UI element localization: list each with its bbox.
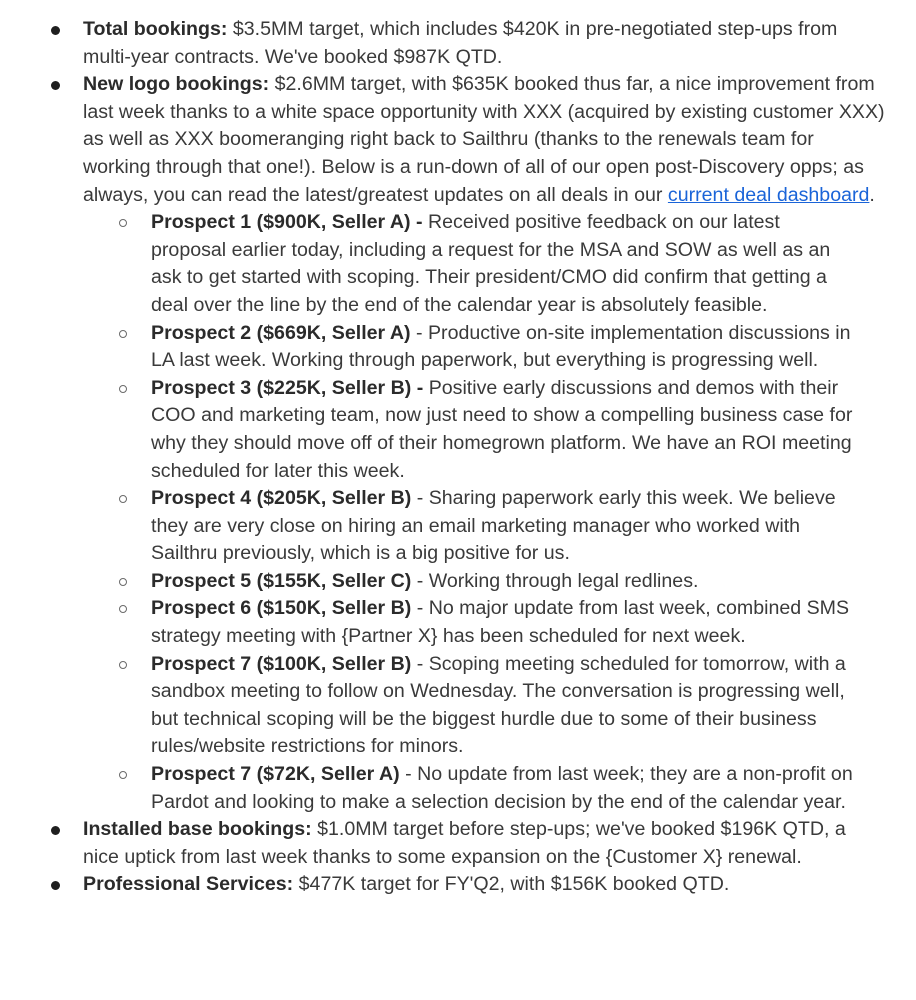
item-heading: Professional Services: (83, 873, 294, 896)
prospect-heading: Prospect 4 ($205K, Seller B) (151, 487, 412, 510)
item-heading: New logo bookings: (83, 73, 270, 96)
prospect-heading: Prospect 5 ($155K, Seller C) (151, 569, 412, 592)
hollow-bullet-icon (119, 661, 127, 669)
hollow-bullet-icon (119, 219, 127, 227)
hollow-bullet-icon (119, 495, 127, 503)
list-item-professional-services (0, 871, 916, 899)
prospect-item (0, 375, 886, 485)
prospect-text: - No update from last week; they are a non-profit on Pardot and looking to make a selection decision by the end of the calendar year. (151, 763, 853, 813)
prospect-heading: Prospect 7 ($100K, Seller B) (151, 652, 412, 675)
hollow-bullet-icon (119, 385, 127, 393)
bottom-crop-edge (0, 976, 916, 1000)
item-text: $3.5MM target, which includes $420K in pre-negotiated step-ups from multi-year contracts. We've booked $987K QTD. (83, 18, 838, 68)
prospect-heading: Prospect 3 ($225K, Seller B) - (151, 376, 424, 399)
item-heading: Installed base bookings: (83, 818, 312, 841)
prospect-text: - Scoping meeting scheduled for tomorrow, with a sandbox meeting to follow on Wednesday. The conversation is progressing well, but technical scoping will be the biggest hurdle due to some of their business rules/website restrictions for minors. (151, 652, 846, 758)
list-item-total-bookings (0, 16, 916, 71)
prospect-item (0, 568, 886, 596)
prospect-heading: Prospect 7 ($72K, Seller A) (151, 763, 400, 786)
item-heading: Total bookings: (83, 18, 228, 40)
item-text: $1.0MM target before step-ups; we've booked $196K QTD, a nice uptick from last week thanks to some expansion on the {Customer X} renewal. (83, 818, 846, 868)
bookings-list (0, 16, 916, 899)
prospects-list (0, 209, 886, 816)
prospect-item (0, 651, 886, 761)
prospect-text: - Productive on-site implementation discussions in LA last week. Working through paperwork, but everything is progressing well. (151, 321, 851, 372)
prospect-heading: Prospect 2 ($669K, Seller A) (151, 321, 411, 344)
filled-bullet-icon (51, 881, 60, 890)
prospect-item (0, 209, 886, 319)
list-item-new-logo-bookings (0, 71, 916, 816)
list-item-installed-base-bookings (0, 816, 916, 871)
item-text-end: . (869, 183, 875, 206)
prospect-text: - Sharing paperwork early this week. We believe they are very close on hiring an email marketing manager who worked with Sailthru previously, which is a big positive for us. (151, 487, 836, 565)
prospect-text: - Working through legal redlines. (411, 569, 699, 592)
item-text: $2.6MM target, with $635K booked thus far, a nice improvement from last week thanks to a white space opportunity with XXX (acquired by existing customer XXX) as well as XXX boomeranging right back to Sailthru (thanks to the renewals team for working through that one!). Below is a run-down of all of our open post-Discovery opps; as always, you can read the latest/greatest updates on all deals in our (83, 73, 885, 206)
prospect-text: Positive early discussions and demos with their COO and marketing team, now just need to show a compelling business case for why they should move off of their homegrown platform. We have an ROI meeting scheduled for later this week. (151, 376, 853, 482)
prospect-text: Received positive feedback on our latest proposal earlier today, including a request for the MSA and SOW as well as an ask to get started with scoping. Their president/CMO did confirm that getting a deal over the line by the end of the calendar year is absolutely feasible. (151, 211, 831, 316)
hollow-bullet-icon (119, 605, 127, 613)
prospect-heading: Prospect 6 ($150K, Seller B) (151, 597, 412, 620)
filled-bullet-icon (51, 81, 60, 90)
filled-bullet-icon (51, 826, 60, 835)
hollow-bullet-icon (119, 771, 127, 779)
hollow-bullet-icon (119, 330, 127, 338)
prospect-item (0, 595, 886, 650)
prospect-item (0, 485, 886, 568)
item-text: $477K target for FY'Q2, with $156K booked QTD. (293, 873, 730, 896)
filled-bullet-icon (51, 26, 60, 35)
deal-dashboard-link[interactable]: current deal dashboard (667, 183, 870, 206)
prospect-heading: Prospect 1 ($900K, Seller A) - (151, 211, 423, 234)
prospect-item (0, 761, 886, 816)
hollow-bullet-icon (119, 578, 127, 586)
prospect-item (0, 320, 886, 375)
prospect-text: - No major update from last week, combined SMS strategy meeting with {Partner X} has been scheduled for next week. (151, 597, 850, 648)
document-body (0, 16, 916, 899)
